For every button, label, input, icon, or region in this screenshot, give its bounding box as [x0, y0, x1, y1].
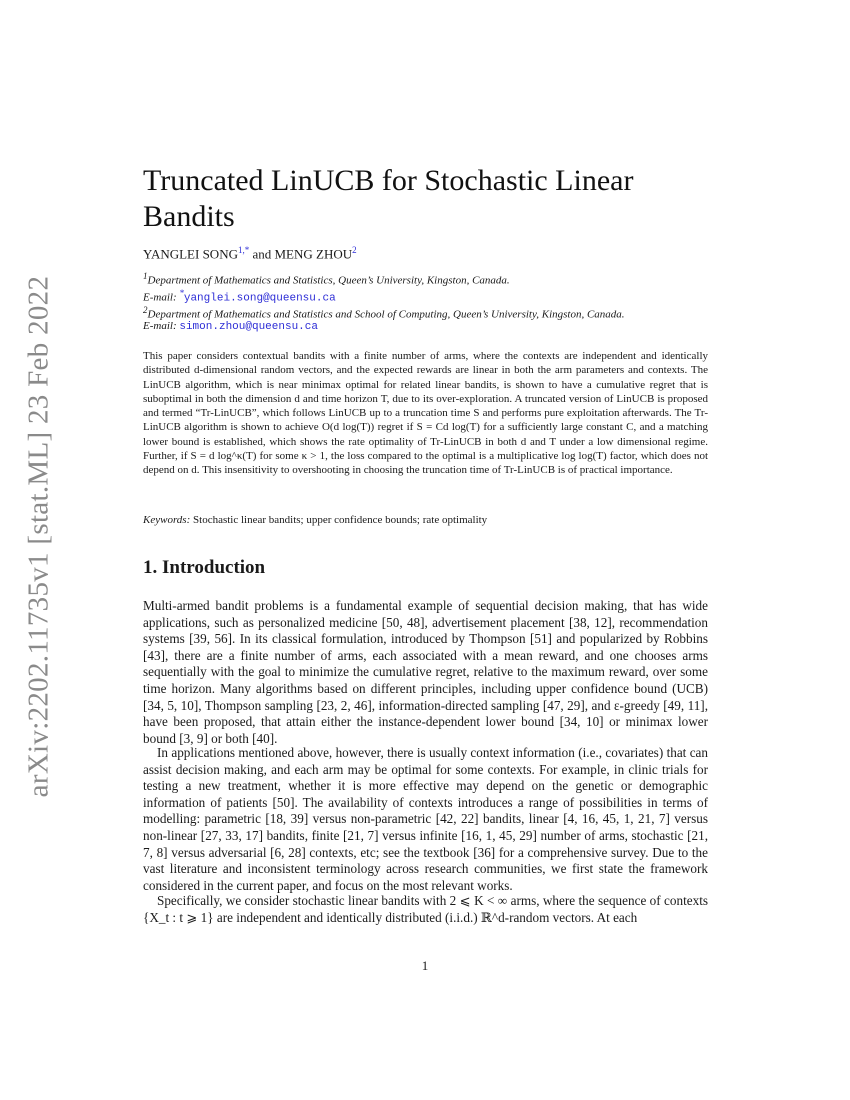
author-line	[143, 245, 357, 262]
email-line-1: E-mail: *yanglei.song@queensu.ca	[143, 288, 336, 305]
author-footnote-mark[interactable]: 2	[352, 245, 357, 255]
email-line-2: E-mail: simon.zhou@queensu.ca	[143, 320, 318, 333]
email-link[interactable]: yanglei.song@queensu.ca	[183, 292, 336, 305]
arxiv-identifier: arXiv:2202.11735v1 [stat.ML] 23 Feb 2022	[22, 275, 55, 798]
section-heading: 1. Introduction	[143, 557, 266, 578]
paper-title: Truncated LinUCB for Stochastic Linear Bandits	[143, 164, 634, 233]
author-joiner: and	[249, 246, 275, 262]
paragraph-3: Specifically, we consider stochastic linear bandits with 2 ⩽ K < ∞ arms, where the sequence of contexts {X_t : t ⩾ 1} are independent and identically distributed (i.i.d.) ℝ^d-random vectors. At each	[143, 893, 708, 925]
author-name: MENG ZHOU	[274, 246, 353, 262]
paragraph-2: In applications mentioned above, however, there is usually context information (i.e., covariates) that can assist decision making, and each arm may be optimal for some contexts. For example, in clinic trials for testing a new treatment, whether it is more effective may depend on the genetic or demographic information of patients [50]. The availability of contexts introduces a range of possibilities in terms of modelling: parametric [18, 39] versus non-parametric [42, 22] bandits, linear [4, 16, 45, 1, 21, 7] versus non-linear [27, 33, 17] bandits, finite [21, 7] versus infinite [16, 1, 45, 29] number of arms, stochastic [21, 7, 8] versus adversarial [6, 28] contexts, etc; see the textbook [36] for a comprehensive survey. Due to the vast literature and inconsistent terminology across research communities, we first state the framework considered in the current paper, and focus on the most relevant works.	[143, 745, 708, 893]
page-number: 1	[421, 958, 429, 973]
affiliation-2: $^2$Department of Mathematics and Statistics and School of Computing, Queen’s University, Kingston, Canada.	[143, 305, 625, 321]
keywords-text: Stochastic linear bandits; upper confidence bounds; rate optimality	[193, 514, 488, 526]
keywords-line	[143, 514, 708, 526]
abstract: This paper considers contextual bandits with a finite number of arms, where the contexts are independent and identically distributed d-dimensional random vectors, and the expected rewards are linear in both the arm parameters and contexts. The LinUCB algorithm, which is near minimax optimal for related linear bandits, is shown to have a cumulative regret that is suboptimal in both the dimension d and time horizon T, due to its over-exploration. A truncated version of LinUCB is proposed and termed “Tr-LinUCB”, which follows LinUCB up to a truncation time S and performs pure exploitation afterwards. The Tr-LinUCB algorithm is shown to achieve O(d log(T)) regret if S = Cd log(T) for a sufficiently large constant C, and a matching lower bound is established, which shows the rate optimality of Tr-LinUCB in both d and T under a low dimensional regime. Further, if S = d log^κ(T) for some κ > 1, the loss compared to the optimal is a multiplicative log log(T) factor, which does not depend on d. This insensitivity to overshooting in choosing the truncation time of Tr-LinUCB is of practical importance.	[143, 350, 708, 477]
paragraph-1: Multi-armed bandit problems is a fundamental example of sequential decision making, that has wide applications, such as personalized medicine [50, 48], advertisement placement [38, 12], recommendation systems [39, 56]. In its classical formulation, introduced by Thompson [51] and popularized by Robbins [43], there are a finite number of arms, each associated with a mean reward, and one chooses arms sequentially with the goal to minimize the cumulative regret, relative to the maximum reward, over some time horizon. Many algorithms based on different principles, including upper confidence bound (UCB) [34, 5, 10], Thompson sampling [23, 2, 46], information-directed sampling [47, 29], and ε-greedy [49, 11], have been proposed, that attain either the instance-dependent lower bound [34, 10] or minimax lower bound [3, 9] or both [40].	[143, 598, 708, 746]
author-footnote-mark[interactable]: 1,*	[237, 245, 250, 255]
email-link[interactable]: simon.zhou@queensu.ca	[179, 321, 318, 333]
keywords-label: Keywords:	[143, 514, 191, 526]
author-name: YANGLEI SONG	[143, 246, 238, 262]
affiliation-1: $^1$Department of Mathematics and Statistics, Queen’s University, Kingston, Canada.	[143, 271, 510, 287]
arxiv-watermark	[4, 0, 64, 1100]
